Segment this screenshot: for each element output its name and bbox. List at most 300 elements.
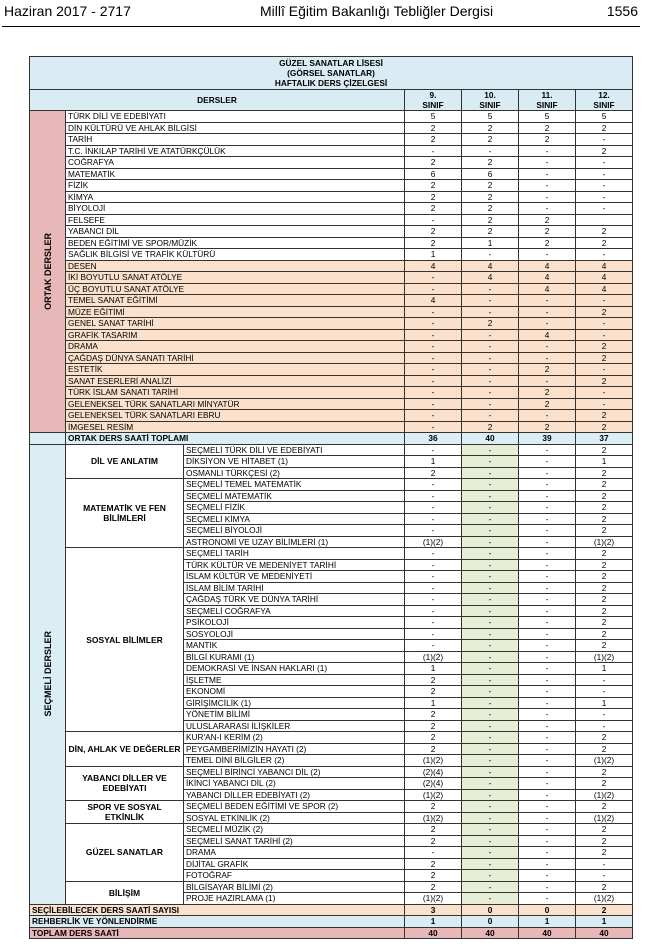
hours-cell: (1)(2)	[576, 893, 633, 905]
hours-cell: -	[462, 743, 519, 755]
hours-cell: 2	[519, 421, 576, 433]
hours-cell: -	[519, 525, 576, 537]
column-header-row	[30, 90, 633, 111]
course-name: SEÇMELİ FİZİK	[184, 502, 405, 514]
column-header-dersler: DERSLER	[30, 90, 405, 111]
hours-cell: 1	[405, 249, 462, 261]
hours-cell: -	[405, 421, 462, 433]
hours-cell: 6	[405, 168, 462, 180]
hours-cell: -	[462, 640, 519, 652]
hours-cell: -	[519, 168, 576, 180]
course-name: TÜRK DİLİ VE EDEBİYATI	[66, 111, 405, 123]
table-row	[30, 214, 633, 226]
page-header	[0, 3, 660, 21]
hours-cell: 2	[405, 226, 462, 238]
hours-cell: -	[519, 548, 576, 560]
hours-cell: 2	[576, 375, 633, 387]
hours-cell: -	[519, 709, 576, 721]
hours-cell: 2	[519, 122, 576, 134]
hours-cell: -	[576, 191, 633, 203]
hours-cell: -	[462, 709, 519, 721]
course-name: TÜRK İSLAM SANATI TARİHİ	[66, 387, 405, 399]
hours-cell: -	[576, 203, 633, 215]
hours-cell: -	[519, 628, 576, 640]
hours-cell: 1	[576, 697, 633, 709]
hours-cell: 2	[405, 720, 462, 732]
hours-cell: -	[519, 755, 576, 767]
hours-cell: -	[519, 617, 576, 629]
hours-cell: -	[462, 628, 519, 640]
summary-hours-cell: 2	[576, 904, 633, 916]
hours-cell: -	[519, 582, 576, 594]
hours-cell: 2	[462, 134, 519, 146]
course-name: SEÇMELİ KİMYA	[184, 513, 405, 525]
hours-cell: -	[519, 732, 576, 744]
grade-header-text: SINIF	[422, 100, 444, 110]
hours-cell: -	[462, 582, 519, 594]
hours-cell: -	[576, 249, 633, 261]
summary-row	[30, 927, 633, 939]
table-title	[30, 57, 633, 90]
hours-cell: -	[519, 870, 576, 882]
hours-cell: -	[519, 697, 576, 709]
hours-cell: -	[462, 352, 519, 364]
hours-cell: 2	[405, 858, 462, 870]
hours-cell: -	[462, 617, 519, 629]
hours-cell: -	[405, 329, 462, 341]
hours-cell: -	[462, 801, 519, 813]
hours-cell: -	[519, 456, 576, 468]
hours-cell: 2	[576, 490, 633, 502]
hours-cell: 2	[576, 766, 633, 778]
course-group-label: GÜZEL SANATLAR	[66, 824, 184, 882]
hours-cell: -	[405, 502, 462, 514]
hours-cell: -	[462, 306, 519, 318]
hours-cell: -	[462, 467, 519, 479]
course-name: FOTOĞRAF	[184, 870, 405, 882]
hours-cell: (1)(2)	[405, 651, 462, 663]
total-hours-cell: 36	[405, 433, 462, 445]
hours-cell: -	[519, 674, 576, 686]
summary-label: SEÇİLEBİLECEK DERS SAATİ SAYISI	[30, 904, 405, 916]
hours-cell: -	[519, 812, 576, 824]
hours-cell: 1	[405, 456, 462, 468]
hours-cell: -	[405, 352, 462, 364]
course-name: İKİ BOYUTLU SANAT ATÖLYE	[66, 272, 405, 284]
hours-cell: 2	[462, 318, 519, 330]
course-name: DİJİTAL GRAFİK	[184, 858, 405, 870]
hours-cell: 4	[576, 283, 633, 295]
hours-cell: 2	[519, 387, 576, 399]
table-row	[30, 341, 633, 353]
hours-cell: 2	[576, 467, 633, 479]
hours-cell: 2	[405, 467, 462, 479]
course-group-label: MATEMATİK VE FEN BİLİMLERİ	[66, 479, 184, 548]
table-row	[30, 180, 633, 192]
hours-cell: -	[405, 479, 462, 491]
hours-cell: 2	[576, 525, 633, 537]
hours-cell: 2	[576, 513, 633, 525]
hours-cell: 2	[519, 364, 576, 376]
hours-cell: -	[405, 640, 462, 652]
hours-cell: -	[462, 697, 519, 709]
hours-cell: -	[462, 858, 519, 870]
header-rule	[2, 26, 640, 27]
hours-cell: 2	[576, 582, 633, 594]
table-row	[30, 801, 633, 813]
hours-cell: 2	[519, 226, 576, 238]
hours-cell: -	[519, 893, 576, 905]
hours-cell: -	[405, 847, 462, 859]
course-name: SEÇMELİ TARİH	[184, 548, 405, 560]
grade-header	[462, 90, 519, 111]
hours-cell: 2	[576, 410, 633, 422]
hours-cell: 2	[405, 134, 462, 146]
summary-hours-cell: 0	[462, 904, 519, 916]
summary-row	[30, 916, 633, 928]
hours-cell: 2	[462, 180, 519, 192]
hours-cell: -	[462, 778, 519, 790]
journal-title: Millî Eğitim Bakanlığı Tebliğler Dergisi	[260, 3, 494, 19]
hours-cell: -	[519, 444, 576, 456]
course-name: SEÇMELİ SANAT TARİHİ (2)	[184, 835, 405, 847]
total-hours-cell: 39	[519, 433, 576, 445]
hours-cell: 2	[462, 122, 519, 134]
hours-cell: -	[405, 559, 462, 571]
table-row	[30, 191, 633, 203]
course-name: BEDEN EĞİTİMİ VE SPOR/MÜZİK	[66, 237, 405, 249]
hours-cell: 1	[405, 663, 462, 675]
hours-cell: -	[462, 732, 519, 744]
hours-cell: 2	[405, 686, 462, 698]
hours-cell: (1)(2)	[405, 755, 462, 767]
hours-cell: 2	[519, 214, 576, 226]
hours-cell: -	[519, 835, 576, 847]
hours-cell: 2	[576, 548, 633, 560]
hours-cell: -	[462, 398, 519, 410]
hours-cell: -	[405, 410, 462, 422]
hours-cell: 2	[576, 628, 633, 640]
course-name: SEÇMELİ MÜZİK (2)	[184, 824, 405, 836]
course-name: İKİNCİ YABANCI DİL (2)	[184, 778, 405, 790]
hours-cell: -	[405, 548, 462, 560]
course-name: TEMEL SANAT EĞİTİMİ	[66, 295, 405, 307]
hours-cell: -	[519, 513, 576, 525]
hours-cell: (1)(2)	[576, 536, 633, 548]
course-group-label: YABANCI DİLLER VE EDEBİYATI	[66, 766, 184, 801]
hours-cell: -	[519, 180, 576, 192]
hours-cell: 2	[576, 341, 633, 353]
course-name: SEÇMELİ BİRİNCİ YABANCI DİL (2)	[184, 766, 405, 778]
hours-cell: -	[462, 559, 519, 571]
course-name: PEYGAMBERİMİZİN HAYATI (2)	[184, 743, 405, 755]
hours-cell: 5	[519, 111, 576, 123]
hours-cell: 5	[462, 111, 519, 123]
hours-cell: -	[519, 720, 576, 732]
course-name: İMGESEL RESİM	[66, 421, 405, 433]
hours-cell: -	[405, 283, 462, 295]
table-row	[30, 375, 633, 387]
hours-cell: 4	[519, 272, 576, 284]
summary-hours-cell: 40	[462, 927, 519, 939]
table-title-line: GÜZEL SANATLAR LİSESİ	[279, 58, 383, 68]
course-name: ESTETİK	[66, 364, 405, 376]
course-name: GELENEKSEL TÜRK SANATLARI EBRU	[66, 410, 405, 422]
hours-cell: -	[576, 157, 633, 169]
hours-cell: (1)(2)	[576, 789, 633, 801]
course-name: GİRİŞİMCİLİK (1)	[184, 697, 405, 709]
hours-cell: -	[576, 387, 633, 399]
hours-cell: -	[519, 352, 576, 364]
hours-cell: -	[519, 479, 576, 491]
hours-cell: 2	[405, 122, 462, 134]
table-row	[30, 364, 633, 376]
course-name: TARİH	[66, 134, 405, 146]
hours-cell: -	[462, 893, 519, 905]
ortak-dersler-label	[30, 111, 66, 433]
table-row	[30, 766, 633, 778]
course-name: OSMANLI TÜRKÇESİ (2)	[184, 467, 405, 479]
grade-header-text: 10.	[484, 90, 496, 100]
course-group-label: SPOR VE SOSYAL ETKİNLİK	[66, 801, 184, 824]
summary-hours-cell: 0	[462, 916, 519, 928]
hours-cell: -	[462, 513, 519, 525]
table-row	[30, 479, 633, 491]
hours-cell: -	[519, 881, 576, 893]
table-row	[30, 295, 633, 307]
hours-cell: 4	[405, 295, 462, 307]
hours-cell: -	[462, 835, 519, 847]
course-name: SEÇMELİ COĞRAFYA	[184, 605, 405, 617]
course-name: TEMEL DİNİ BİLGİLER (2)	[184, 755, 405, 767]
hours-cell: -	[519, 490, 576, 502]
course-name: SEÇMELİ TEMEL MATEMATİK	[184, 479, 405, 491]
hours-cell: 2	[405, 743, 462, 755]
hours-cell: 2	[405, 237, 462, 249]
hours-cell: -	[462, 283, 519, 295]
summary-label: TOPLAM DERS SAATİ	[30, 927, 405, 939]
table-row	[30, 168, 633, 180]
course-name: KİMYA	[66, 191, 405, 203]
hours-cell: -	[519, 341, 576, 353]
hours-cell: -	[519, 410, 576, 422]
course-name: COĞRAFYA	[66, 157, 405, 169]
hours-cell	[576, 214, 633, 226]
course-name: MÜZE EĞİTİMİ	[66, 306, 405, 318]
course-name: MANTIK	[184, 640, 405, 652]
hours-cell: 4	[462, 260, 519, 272]
hours-cell: -	[576, 398, 633, 410]
hours-cell: -	[462, 766, 519, 778]
course-group-label: SOSYAL BİLİMLER	[66, 548, 184, 732]
hours-cell: 2	[576, 732, 633, 744]
table-title-line: (GÖRSEL SANATLAR)	[287, 68, 375, 78]
hours-cell: -	[462, 812, 519, 824]
hours-cell: 1	[576, 456, 633, 468]
summary-label: REHBERLİK VE YÖNLENDİRME	[30, 916, 405, 928]
hours-cell: -	[462, 479, 519, 491]
hours-cell: -	[462, 387, 519, 399]
grade-header	[519, 90, 576, 111]
hours-cell: -	[462, 525, 519, 537]
hours-cell: 2	[576, 237, 633, 249]
hours-cell: -	[519, 157, 576, 169]
hours-cell: 2	[462, 421, 519, 433]
summary-hours-cell: 40	[576, 927, 633, 939]
hours-cell: 2	[576, 640, 633, 652]
hours-cell: -	[405, 628, 462, 640]
course-name: PROJE HAZIRLAMA (1)	[184, 893, 405, 905]
course-name: SOSYOLOJİ	[184, 628, 405, 640]
hours-cell: 2	[576, 145, 633, 157]
hours-cell: (1)(2)	[405, 789, 462, 801]
hours-cell: 2	[519, 134, 576, 146]
hours-cell: 2	[462, 203, 519, 215]
hours-cell: 5	[405, 111, 462, 123]
table-row	[30, 732, 633, 744]
hours-cell: 2	[462, 191, 519, 203]
table-row	[30, 387, 633, 399]
table-row	[30, 237, 633, 249]
hours-cell: -	[519, 145, 576, 157]
hours-cell: 5	[576, 111, 633, 123]
course-group-label: DİL VE ANLATIM	[66, 444, 184, 479]
hours-cell: -	[576, 709, 633, 721]
hours-cell: -	[405, 617, 462, 629]
table-row	[30, 548, 633, 560]
hours-cell: (1)(2)	[576, 812, 633, 824]
table-row	[30, 122, 633, 134]
hours-cell: (1)(2)	[576, 755, 633, 767]
hours-cell: 2	[405, 674, 462, 686]
course-name: SEÇMELİ BİYOLOJİ	[184, 525, 405, 537]
hours-cell: -	[519, 375, 576, 387]
hours-cell: 2	[576, 444, 633, 456]
hours-cell: 2	[576, 617, 633, 629]
hours-cell: -	[519, 318, 576, 330]
course-name: GENEL SANAT TARİHİ	[66, 318, 405, 330]
hours-cell: -	[519, 502, 576, 514]
hours-cell: -	[519, 824, 576, 836]
hours-cell: -	[405, 375, 462, 387]
table-row	[30, 226, 633, 238]
hours-cell: -	[519, 651, 576, 663]
table-row	[30, 249, 633, 261]
course-name: SOSYAL ETKİNLİK (2)	[184, 812, 405, 824]
hours-cell: 2	[576, 226, 633, 238]
hours-cell: -	[462, 594, 519, 606]
hours-cell: 4	[519, 283, 576, 295]
course-name: DİKSİYON VE HİTABET (1)	[184, 456, 405, 468]
hours-cell: 1	[405, 697, 462, 709]
hours-cell: -	[519, 594, 576, 606]
course-name: ÇAĞDAŞ TÜRK VE DÜNYA TARİHİ	[184, 594, 405, 606]
hours-cell: 2	[462, 214, 519, 226]
hours-cell: 2	[576, 306, 633, 318]
course-name: DRAMA	[66, 341, 405, 353]
course-name: FELSEFE	[66, 214, 405, 226]
table-row	[30, 398, 633, 410]
hours-cell: -	[519, 789, 576, 801]
course-name: ASTRONOMİ VE UZAY BİLİMLERİ (1)	[184, 536, 405, 548]
hours-cell: -	[462, 847, 519, 859]
hours-cell: -	[405, 364, 462, 376]
hours-cell: (2)(4)	[405, 766, 462, 778]
table-row	[30, 306, 633, 318]
hours-cell: -	[462, 824, 519, 836]
course-name: DESEN	[66, 260, 405, 272]
hours-cell: -	[405, 272, 462, 284]
hours-cell: 4	[576, 260, 633, 272]
hours-cell: 2	[576, 824, 633, 836]
hours-cell: -	[519, 743, 576, 755]
course-name: SEÇMELİ MATEMATİK	[184, 490, 405, 502]
hours-cell: 2	[576, 352, 633, 364]
hours-cell: 2	[576, 571, 633, 583]
table-row	[30, 318, 633, 330]
hours-cell: 2	[576, 479, 633, 491]
hours-cell: -	[462, 881, 519, 893]
hours-cell: 2	[462, 226, 519, 238]
total-spacer	[30, 433, 66, 445]
course-name: BİLGİSAYAR BİLİMİ (2)	[184, 881, 405, 893]
table-row	[30, 352, 633, 364]
table-row	[30, 329, 633, 341]
hours-cell: -	[519, 559, 576, 571]
hours-cell: 6	[462, 168, 519, 180]
course-name: T.C. İNKILAP TARİHİ VE ATATÜRKÇÜLÜK	[66, 145, 405, 157]
course-name: SAĞLIK BİLGİSİ VE TRAFİK KÜLTÜRÜ	[66, 249, 405, 261]
summary-hours-cell: 1	[576, 916, 633, 928]
hours-cell: 2	[405, 180, 462, 192]
hours-cell: -	[405, 387, 462, 399]
course-name: YABANCI DİL	[66, 226, 405, 238]
hours-cell: 2	[462, 157, 519, 169]
summary-hours-cell: 40	[405, 927, 462, 939]
hours-cell: 2	[576, 559, 633, 571]
secmeli-dersler-label-text: SEÇMELİ DERSLER	[42, 631, 53, 717]
hours-cell: -	[462, 870, 519, 882]
course-name: İSLAM BİLİM TARİHİ	[184, 582, 405, 594]
hours-cell: -	[462, 571, 519, 583]
hours-cell: -	[405, 594, 462, 606]
hours-cell: -	[576, 318, 633, 330]
hours-cell: -	[462, 720, 519, 732]
hours-cell: 4	[405, 260, 462, 272]
hours-cell: -	[462, 329, 519, 341]
hours-cell: -	[519, 306, 576, 318]
ortak-total-label: ORTAK DERS SAATİ TOPLAMI	[66, 433, 405, 445]
hours-cell: -	[519, 467, 576, 479]
course-name: SANAT ESERLERİ ANALİZİ	[66, 375, 405, 387]
hours-cell: 2	[405, 732, 462, 744]
table-row	[30, 421, 633, 433]
hours-cell: -	[462, 548, 519, 560]
hours-cell: 1	[576, 663, 633, 675]
hours-cell: -	[405, 214, 462, 226]
hours-cell: -	[519, 191, 576, 203]
page-number: 1556	[606, 3, 638, 19]
total-hours-cell: 37	[576, 433, 633, 445]
hours-cell: 2	[576, 594, 633, 606]
hours-cell: -	[405, 490, 462, 502]
table-row	[30, 134, 633, 146]
course-group-label: BİLİŞİM	[66, 881, 184, 904]
hours-cell: -	[576, 686, 633, 698]
hours-cell: -	[462, 502, 519, 514]
course-name: SEÇMELİ TÜRK DİLİ VE EDEBİYATI	[184, 444, 405, 456]
hours-cell: -	[576, 168, 633, 180]
